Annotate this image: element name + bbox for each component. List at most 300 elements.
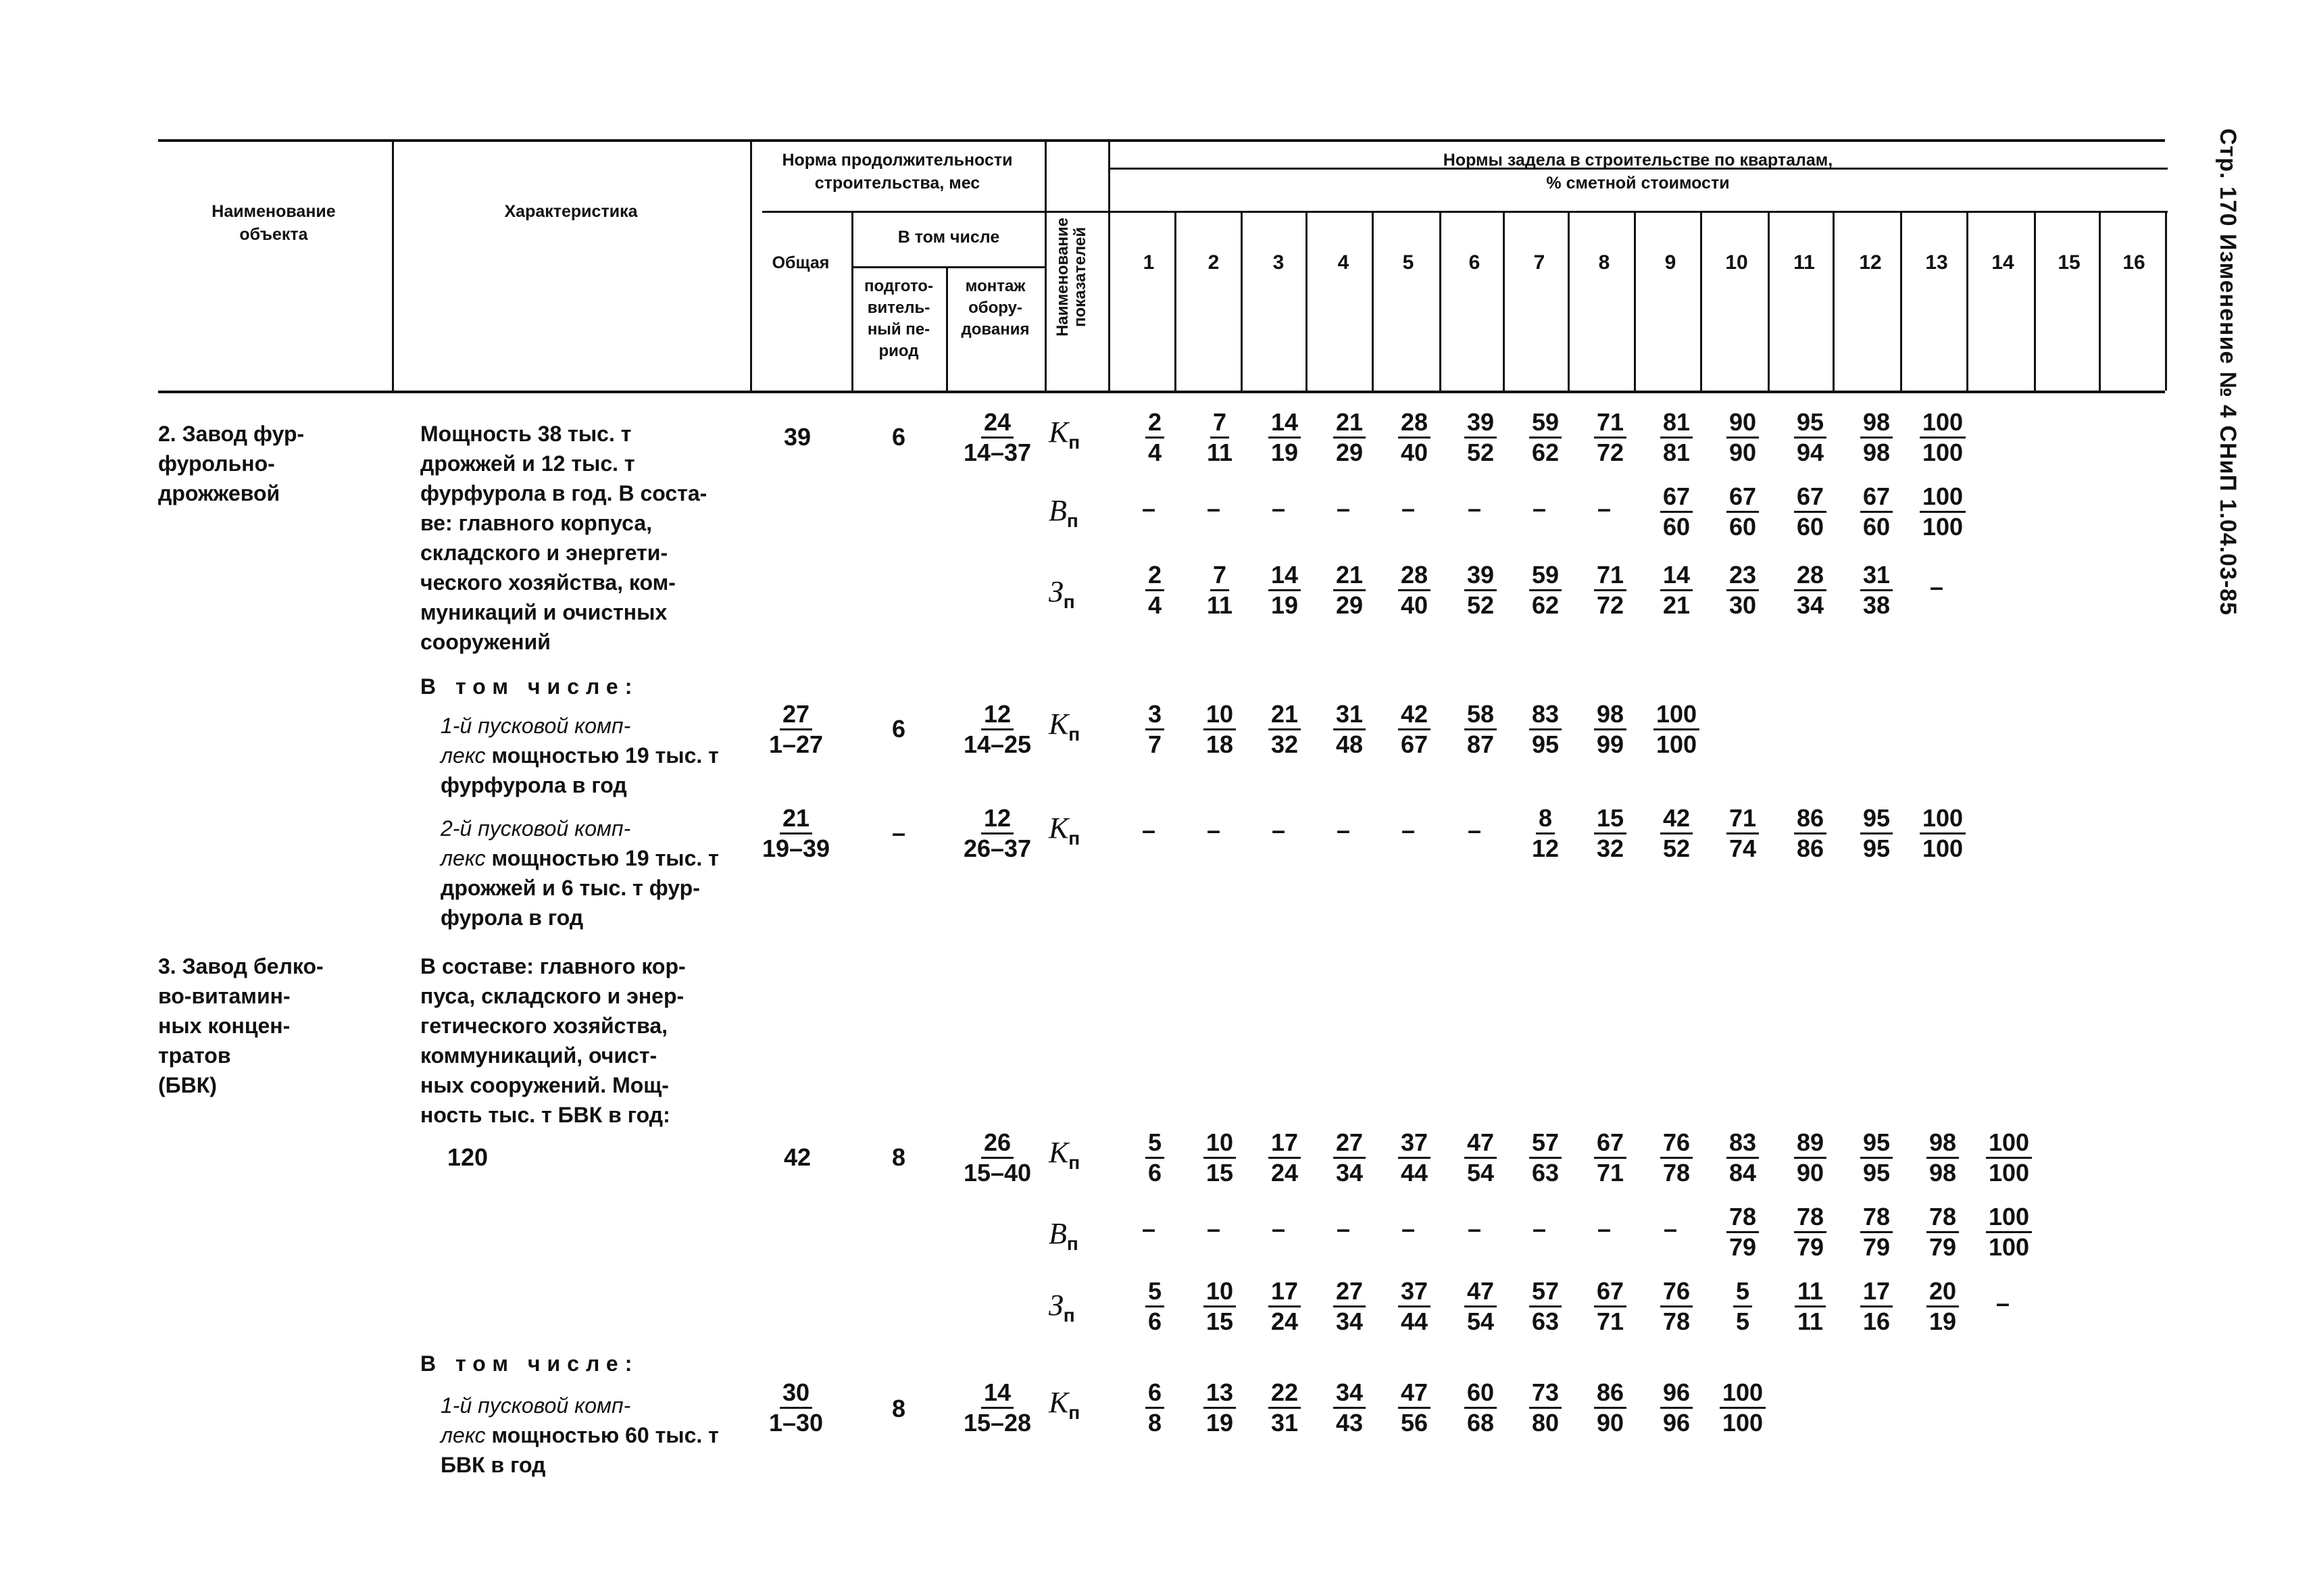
header-including: В том числе <box>897 228 1000 247</box>
object-2-B-q7: – <box>1532 495 1547 522</box>
object-3-prep: 8 <box>891 1143 906 1171</box>
object-2-Z-q9 <box>1646 561 1707 620</box>
header-characteristic: Характеристика <box>504 202 638 221</box>
object-2-K-q13 <box>1912 408 1973 467</box>
object-2-K-q7-denominator: 62 <box>1531 439 1560 466</box>
object-3-Z-q10-denominator: 5 <box>1735 1307 1750 1335</box>
object-3-complex-1-K-q8 <box>1580 1378 1641 1437</box>
object-3-K-q1-denominator: 6 <box>1147 1159 1162 1187</box>
object-2-complex-1-K-q4-numerator: 31 <box>1333 700 1366 730</box>
object-3-complex-1-K-q10-denominator: 100 <box>1722 1409 1764 1437</box>
object-3-complex-1-K-q2 <box>1189 1378 1250 1437</box>
object-3-complex-1-K-q3 <box>1254 1378 1315 1437</box>
object-2-complex-1-K-q8 <box>1580 700 1641 759</box>
header-equipment-install: монтаж обору- дования <box>961 277 1030 339</box>
object-2-B-q13-numerator: 100 <box>1920 482 1966 513</box>
object-2-K-q6-numerator: 39 <box>1464 408 1497 439</box>
object-3-Z-q7-denominator: 63 <box>1531 1307 1560 1335</box>
object-3-complex-1-K-q1-numerator: 6 <box>1145 1378 1164 1409</box>
object-3-K-q4 <box>1319 1128 1380 1187</box>
object-3-complex-1-K-q7-numerator: 73 <box>1529 1378 1562 1409</box>
object-2-B-q6: – <box>1467 495 1482 522</box>
quarter-header-3: 3 <box>1272 251 1285 274</box>
object-3-B-q14-denominator: 100 <box>1988 1233 2030 1261</box>
indicator-K: $К_п$ <box>1049 812 1080 849</box>
object-2-including: В том числе: <box>420 674 639 699</box>
quarter-header-16: 16 <box>2122 251 2145 274</box>
object-3-B-q4: – <box>1336 1215 1351 1243</box>
object-2-K-q1-denominator: 4 <box>1147 439 1162 466</box>
object-3-K-q4-denominator: 34 <box>1335 1159 1364 1187</box>
object-3-K-q5 <box>1384 1128 1445 1187</box>
object-2-B-q2: – <box>1206 495 1221 522</box>
object-3-K-q11 <box>1780 1128 1841 1187</box>
indicator-K: $К_п$ <box>1049 1386 1080 1423</box>
object-3-Z-q4-denominator: 34 <box>1335 1307 1364 1335</box>
object-2-complex-2-K-q9 <box>1646 804 1707 863</box>
object-2-K-q6-denominator: 52 <box>1466 439 1495 466</box>
object-3-K-q3 <box>1254 1128 1315 1187</box>
object-3-Z-q13 <box>1912 1277 1973 1336</box>
quarter-column-divider <box>1439 211 1441 391</box>
quarter-column-divider <box>1833 211 1835 391</box>
object-3-K-q10-denominator: 84 <box>1728 1159 1757 1187</box>
object-3-Z-q3 <box>1254 1277 1315 1336</box>
object-3-B-q10-numerator: 78 <box>1726 1203 1759 1233</box>
object-2-B-q13-denominator: 100 <box>1922 513 1964 541</box>
quarter-column-divider <box>1568 211 1570 391</box>
object-2-complex-1-K-q9 <box>1646 700 1707 759</box>
object-3-K-q8-denominator: 71 <box>1596 1159 1624 1187</box>
object-2-Z-q1-numerator: 2 <box>1145 561 1164 591</box>
object-2-complex-2-install <box>950 804 1045 863</box>
quarter-header-10: 10 <box>1725 251 1748 274</box>
quarter-column-divider <box>1503 211 1505 391</box>
object-2-Z-q4-numerator: 21 <box>1333 561 1366 591</box>
object-3-B-q12-denominator: 79 <box>1862 1233 1891 1261</box>
object-2-K-q12 <box>1846 408 1907 467</box>
object-2-K-q1 <box>1124 408 1185 467</box>
object-3-K-q2-denominator: 15 <box>1205 1159 1234 1187</box>
object-3-Z-q9 <box>1646 1277 1707 1336</box>
quarter-header-4: 4 <box>1337 251 1349 274</box>
object-3-complex-1-K-q10 <box>1712 1378 1773 1437</box>
object-2-B-q11-numerator: 67 <box>1794 482 1826 513</box>
quarter-header-8: 8 <box>1598 251 1610 274</box>
object-2-K-q9-numerator: 81 <box>1660 408 1693 439</box>
object-2-Z-q1 <box>1124 561 1185 620</box>
object-2-B-q11-denominator: 60 <box>1796 513 1824 541</box>
object-3-K-q9-numerator: 76 <box>1660 1128 1693 1159</box>
object-2-complex-1-K-q6-numerator: 58 <box>1464 700 1497 730</box>
object-2-B-q9-denominator: 60 <box>1662 513 1691 541</box>
object-2-Z-q5 <box>1384 561 1445 620</box>
object-3-B-q14 <box>1978 1203 2039 1262</box>
object-3-Z-q8 <box>1580 1277 1641 1336</box>
object-2-B-q12-numerator: 67 <box>1860 482 1893 513</box>
object-3-Z-q6-denominator: 54 <box>1466 1307 1495 1335</box>
object-3-K-q9-denominator: 78 <box>1662 1159 1691 1187</box>
object-3-complex-1-K-q10-numerator: 100 <box>1720 1378 1766 1409</box>
quarter-header-11: 11 <box>1793 251 1815 274</box>
object-3-install-denominator: 15–40 <box>963 1159 1032 1187</box>
object-3-B-q13 <box>1912 1203 1973 1262</box>
object-2-K-q5-numerator: 28 <box>1398 408 1430 439</box>
object-2-complex-1: 1-й пусковой комп- лекс мощностью 19 тыс. т фурфурола в год <box>441 714 719 797</box>
object-2-name: 2. Завод фур- фурольно- дрожжевой <box>158 422 305 505</box>
object-2-K-q2-denominator: 11 <box>1206 439 1233 466</box>
object-3-Z-q12 <box>1846 1277 1907 1336</box>
object-2-B-q9-numerator: 67 <box>1660 482 1693 513</box>
object-3-B-q6: – <box>1467 1215 1482 1243</box>
quarter-column-divider <box>1966 211 1968 391</box>
object-3-K-q6-denominator: 54 <box>1466 1159 1495 1187</box>
object-2-B-q9 <box>1646 482 1707 541</box>
object-3-K-q14-denominator: 100 <box>1988 1159 2030 1187</box>
object-2-K-q12-numerator: 98 <box>1860 408 1893 439</box>
object-3-complex-1: 1-й пусковой комп- лекс мощностью 60 тыс. т БВК в год <box>441 1393 719 1477</box>
object-3-Z-q6-numerator: 47 <box>1464 1277 1497 1307</box>
object-3-B-q11-denominator: 79 <box>1796 1233 1824 1261</box>
object-2-complex-1-K-q8-numerator: 98 <box>1594 700 1626 730</box>
quarter-column-divider <box>2165 211 2167 391</box>
object-2-K-q6 <box>1450 408 1511 467</box>
object-3-Z-q2 <box>1189 1277 1250 1336</box>
quarter-header-9: 9 <box>1664 251 1676 274</box>
object-3-complex-1-K-q7 <box>1515 1378 1576 1437</box>
object-2-complex-2-K-q3: – <box>1271 816 1286 844</box>
object-2-Z-q7 <box>1515 561 1576 620</box>
object-2-complex-1-K-q1 <box>1124 700 1185 759</box>
object-3-complex-1-install-denominator: 15–28 <box>963 1409 1032 1437</box>
object-3-Z-q8-denominator: 71 <box>1596 1307 1624 1335</box>
object-3-complex-1-install-numerator: 14 <box>981 1378 1014 1409</box>
indicator-Z: $З_п$ <box>1049 1289 1075 1326</box>
object-3-B-q10-denominator: 79 <box>1728 1233 1757 1261</box>
object-3-name: 3. Завод белко- во-витамин- ных концен- тратов (БВК) <box>158 954 324 1097</box>
object-2-complex-1-K-q9-numerator: 100 <box>1653 700 1699 730</box>
object-2-K-q1-numerator: 2 <box>1145 408 1164 439</box>
object-3-complex-1-K-q1 <box>1124 1378 1185 1437</box>
indicator-K: $К_п$ <box>1049 707 1080 745</box>
object-2-B-q12-denominator: 60 <box>1862 513 1891 541</box>
object-2-B-q10 <box>1712 482 1773 541</box>
object-2-K-q3-denominator: 19 <box>1270 439 1299 466</box>
object-3-K-q1 <box>1124 1128 1185 1187</box>
object-2-complex-2-prep: – <box>891 819 906 847</box>
object-2-B-q10-denominator: 60 <box>1728 513 1757 541</box>
object-3-K-q5-denominator: 44 <box>1400 1159 1428 1187</box>
object-3-Z-q13-numerator: 20 <box>1926 1277 1959 1307</box>
indicator-B: $В_п$ <box>1049 494 1078 531</box>
object-3-complex-1-total <box>749 1378 843 1437</box>
object-2-Z-q8 <box>1580 561 1641 620</box>
object-2-complex-1-total-numerator: 27 <box>780 700 812 730</box>
object-2-Z-q9-numerator: 14 <box>1660 561 1693 591</box>
object-2-Z-q7-denominator: 62 <box>1531 591 1560 619</box>
header-duration-norm: Норма продолжительности строительства, мес <box>782 151 1013 193</box>
object-2-complex-2-K-q9-denominator: 52 <box>1662 834 1691 862</box>
object-3-Z-q5-denominator: 44 <box>1400 1307 1428 1335</box>
object-2-Z-q10-denominator: 30 <box>1728 591 1757 619</box>
object-2-K-q7-numerator: 59 <box>1529 408 1562 439</box>
object-3-K-q7 <box>1515 1128 1576 1187</box>
object-2-complex-1-K-q7-numerator: 83 <box>1529 700 1562 730</box>
object-3-K-q11-numerator: 89 <box>1794 1128 1826 1159</box>
object-3-Z-q9-denominator: 78 <box>1662 1307 1691 1335</box>
object-2-K-q10 <box>1712 408 1773 467</box>
object-2-K-q4-denominator: 29 <box>1335 439 1364 466</box>
object-2-complex-2-K-q12-numerator: 95 <box>1860 804 1893 834</box>
object-2-complex-2-K-q11-numerator: 86 <box>1794 804 1826 834</box>
object-3-Z-q4-numerator: 27 <box>1333 1277 1366 1307</box>
object-3-K-q12-numerator: 95 <box>1860 1128 1893 1159</box>
object-3-K-q14 <box>1978 1128 2039 1187</box>
object-2-complex-1-install <box>950 700 1045 759</box>
object-3-Z-q11-numerator: 11 <box>1795 1277 1826 1307</box>
object-2-K-q3-numerator: 14 <box>1268 408 1301 439</box>
object-2-complex-1-K-q5 <box>1384 700 1445 759</box>
object-3-K-q9 <box>1646 1128 1707 1187</box>
object-2-K-q12-denominator: 98 <box>1862 439 1891 466</box>
object-2-K-q10-numerator: 90 <box>1726 408 1759 439</box>
object-2-complex-2: 2-й пусковой комп- лекс мощностью 19 тыс. т дрожжей и 6 тыс. т фур- фурола в год <box>441 816 719 930</box>
object-2-K-q8-numerator: 71 <box>1594 408 1626 439</box>
quarter-column-divider <box>1634 211 1636 391</box>
object-3-complex-1-K-q7-denominator: 80 <box>1531 1409 1560 1437</box>
object-2-complex-2-K-q11 <box>1780 804 1841 863</box>
object-2-complex-2-K-q5: – <box>1401 816 1416 844</box>
object-3-complex-1-K-q8-numerator: 86 <box>1594 1378 1626 1409</box>
object-2-complex-2-K-q7-numerator: 8 <box>1536 804 1555 834</box>
quarter-header-12: 12 <box>1859 251 1882 274</box>
object-3-K-q6 <box>1450 1128 1511 1187</box>
object-3-K-q10-numerator: 83 <box>1726 1128 1759 1159</box>
object-3-K-q3-denominator: 24 <box>1270 1159 1299 1187</box>
object-2-K-q2-numerator: 7 <box>1210 408 1229 439</box>
object-3-complex-1-K-q6-numerator: 60 <box>1464 1378 1497 1409</box>
object-3-Z-q1 <box>1124 1277 1185 1336</box>
object-2-complex-1-K-q1-numerator: 3 <box>1145 700 1164 730</box>
header-object-name: Наименование объекта <box>211 202 336 244</box>
object-3-Z-q10 <box>1712 1277 1773 1336</box>
object-2-install-denominator: 14–37 <box>963 439 1032 466</box>
quarter-header-1: 1 <box>1143 251 1155 274</box>
quarter-header-5: 5 <box>1402 251 1414 274</box>
object-3-K-q7-denominator: 63 <box>1531 1159 1560 1187</box>
object-2-B-q8: – <box>1597 495 1612 522</box>
object-3-including: В том числе: <box>420 1351 639 1376</box>
object-2-complex-2-K-q2: – <box>1206 816 1221 844</box>
object-3-complex-1-K-q6-denominator: 68 <box>1466 1409 1495 1437</box>
object-3-complex-1-K-q4-denominator: 43 <box>1335 1409 1364 1437</box>
object-3-Z-q10-numerator: 5 <box>1733 1277 1752 1307</box>
object-2-K-q11 <box>1780 408 1841 467</box>
object-3-K-q6-numerator: 47 <box>1464 1128 1497 1159</box>
object-2-Z-q11 <box>1780 561 1841 620</box>
object-3-capacity: 120 <box>447 1143 489 1171</box>
object-2-complex-1-K-q5-numerator: 42 <box>1398 700 1430 730</box>
quarter-column-divider <box>1305 211 1308 391</box>
object-3-B-q8: – <box>1597 1215 1612 1243</box>
object-2-K-q10-denominator: 90 <box>1728 439 1757 466</box>
object-2-B-q10-numerator: 67 <box>1726 482 1759 513</box>
object-2-complex-1-K-q4 <box>1319 700 1380 759</box>
object-3-K-q2-numerator: 10 <box>1203 1128 1236 1159</box>
object-2-complex-2-K-q7 <box>1515 804 1576 863</box>
object-2-complex-2-K-q10-denominator: 74 <box>1728 834 1757 862</box>
object-3-B-q13-numerator: 78 <box>1926 1203 1959 1233</box>
object-2-Z-q5-numerator: 28 <box>1398 561 1430 591</box>
object-3-complex-1-K-q1-denominator: 8 <box>1147 1409 1162 1437</box>
object-2-Z-q6-denominator: 52 <box>1466 591 1495 619</box>
object-3-K-q13-denominator: 98 <box>1928 1159 1957 1187</box>
object-2-Z-q2-denominator: 11 <box>1206 591 1233 619</box>
object-3-K-q10 <box>1712 1128 1773 1187</box>
object-2-Z-q8-denominator: 72 <box>1596 591 1624 619</box>
object-3-K-q13-numerator: 98 <box>1926 1128 1959 1159</box>
object-3-B-q13-denominator: 79 <box>1928 1233 1957 1261</box>
object-3-Z-q4 <box>1319 1277 1380 1336</box>
object-2-complex-1-K-q4-denominator: 48 <box>1335 730 1364 758</box>
object-3-complex-1-K-q4 <box>1319 1378 1380 1437</box>
object-2-B-q3: – <box>1271 495 1286 522</box>
object-2-Z-q6 <box>1450 561 1511 620</box>
object-2-K-q9 <box>1646 408 1707 467</box>
object-3-K-q13 <box>1912 1128 1973 1187</box>
object-2-B-q4: – <box>1336 495 1351 522</box>
object-2-complex-1-K-q3-numerator: 21 <box>1268 700 1301 730</box>
object-2-K-q13-denominator: 100 <box>1922 439 1964 466</box>
object-3-Z-q5-numerator: 37 <box>1398 1277 1430 1307</box>
object-3-B-q1: – <box>1141 1215 1156 1243</box>
object-2-B-q12 <box>1846 482 1907 541</box>
object-2-K-q13-numerator: 100 <box>1920 408 1966 439</box>
object-3-Z-q8-numerator: 67 <box>1594 1277 1626 1307</box>
object-2-K-q8 <box>1580 408 1641 467</box>
header-indicator-name: Наименование показателей <box>1053 217 1089 337</box>
object-3-Z-q5 <box>1384 1277 1445 1336</box>
object-2-complex-1-K-q2-numerator: 10 <box>1203 700 1236 730</box>
object-2-complex-2-K-q8-numerator: 15 <box>1594 804 1626 834</box>
object-3-complex-1-K-q5-numerator: 47 <box>1398 1378 1430 1409</box>
object-2-complex-2-K-q11-denominator: 86 <box>1796 834 1824 862</box>
object-2-complex-2-total-denominator: 19–39 <box>762 834 830 862</box>
object-2-Z-q12-denominator: 38 <box>1862 591 1891 619</box>
object-2-complex-1-total <box>749 700 843 759</box>
object-2-K-q2 <box>1189 408 1250 467</box>
object-3-B-q11-numerator: 78 <box>1794 1203 1826 1233</box>
quarter-header-7: 7 <box>1533 251 1545 274</box>
quarter-column-divider <box>1372 211 1374 391</box>
object-2-K-q11-numerator: 95 <box>1794 408 1826 439</box>
object-2-Z-q3-denominator: 19 <box>1270 591 1299 619</box>
quarter-column-divider <box>1900 211 1902 391</box>
object-2-complex-2-K-q10-numerator: 71 <box>1726 804 1759 834</box>
object-2-complex-2-K-q1: – <box>1141 816 1156 844</box>
object-3-Z-q3-numerator: 17 <box>1268 1277 1301 1307</box>
object-2-complex-2-K-q7-denominator: 12 <box>1531 834 1560 862</box>
object-2-complex-2-total <box>749 804 843 863</box>
object-3-B-q12 <box>1846 1203 1907 1262</box>
object-2-Z-q12-numerator: 31 <box>1860 561 1893 591</box>
object-3-Z-q14: – <box>1995 1289 2010 1317</box>
object-3-complex-1-K-q3-denominator: 31 <box>1270 1409 1299 1437</box>
object-2-K-q5 <box>1384 408 1445 467</box>
object-2-complex-2-K-q12-denominator: 95 <box>1862 834 1891 862</box>
object-2-Z-q2-numerator: 7 <box>1210 561 1229 591</box>
quarter-header-15: 15 <box>2058 251 2081 274</box>
object-2-complex-1-install-denominator: 14–25 <box>963 730 1032 758</box>
quarter-header-14: 14 <box>1991 251 2014 274</box>
object-3-characteristic: В составе: главного кор- пуса, складского и энер- гетического хозяйства, коммуникаций, очист- ных сооружений. Мощ- ность тыс. т БВК в год: <box>420 954 686 1127</box>
object-2-Z-q10 <box>1712 561 1773 620</box>
object-2-complex-1-K-q3 <box>1254 700 1315 759</box>
object-3-K-q12-denominator: 95 <box>1862 1159 1891 1187</box>
object-2-K-q4 <box>1319 408 1380 467</box>
object-2-prep: 6 <box>891 423 906 451</box>
object-2-Z-q1-denominator: 4 <box>1147 591 1162 619</box>
object-2-complex-1-K-q9-denominator: 100 <box>1656 730 1697 758</box>
object-3-complex-1-prep: 8 <box>891 1395 906 1422</box>
object-2-complex-1-install-numerator: 12 <box>981 700 1014 730</box>
object-3-complex-1-K-q4-numerator: 34 <box>1333 1378 1366 1409</box>
object-3-B-q3: – <box>1271 1215 1286 1243</box>
object-2-complex-1-K-q1-denominator: 7 <box>1147 730 1162 758</box>
indicator-K: $К_п$ <box>1049 1136 1080 1173</box>
object-2-Z-q9-denominator: 21 <box>1662 591 1691 619</box>
object-2-complex-2-K-q9-numerator: 42 <box>1660 804 1693 834</box>
object-3-K-q5-numerator: 37 <box>1398 1128 1430 1159</box>
object-2-install-numerator: 24 <box>981 408 1014 439</box>
object-3-Z-q1-numerator: 5 <box>1145 1277 1164 1307</box>
object-2-install <box>950 408 1045 467</box>
object-2-K-q11-denominator: 94 <box>1796 439 1824 466</box>
object-3-Z-q7 <box>1515 1277 1576 1336</box>
object-3-Z-q2-numerator: 10 <box>1203 1277 1236 1307</box>
object-3-Z-q12-denominator: 16 <box>1862 1307 1891 1335</box>
object-3-Z-q2-denominator: 15 <box>1205 1307 1234 1335</box>
object-2-complex-2-K-q8-denominator: 32 <box>1596 834 1624 862</box>
object-2-Z-q11-denominator: 34 <box>1796 591 1824 619</box>
object-3-complex-1-K-q8-denominator: 90 <box>1596 1409 1624 1437</box>
object-2-Z-q5-denominator: 40 <box>1400 591 1428 619</box>
quarter-column-divider <box>2099 211 2101 391</box>
header-total: Общая <box>772 253 830 272</box>
object-2-complex-1-K-q6 <box>1450 700 1511 759</box>
quarter-column-divider <box>1700 211 1702 391</box>
object-3-K-q14-numerator: 100 <box>1986 1128 2032 1159</box>
object-3-K-q8-numerator: 67 <box>1594 1128 1626 1159</box>
object-3-B-q10 <box>1712 1203 1773 1262</box>
object-2-K-q9-denominator: 81 <box>1662 439 1691 466</box>
object-2-Z-q2 <box>1189 561 1250 620</box>
object-2-Z-q13: – <box>1929 573 1944 601</box>
object-3-B-q11 <box>1780 1203 1841 1262</box>
object-2-K-q5-denominator: 40 <box>1400 439 1428 466</box>
quarter-column-divider <box>1768 211 1770 391</box>
object-3-Z-q7-numerator: 57 <box>1529 1277 1562 1307</box>
object-2-complex-2-K-q13 <box>1912 804 1973 863</box>
object-2-complex-2-install-denominator: 26–37 <box>963 834 1032 862</box>
indicator-Z: $З_п$ <box>1049 575 1075 612</box>
object-2-K-q7 <box>1515 408 1576 467</box>
object-2-complex-2-K-q10 <box>1712 804 1773 863</box>
object-2-characteristic: Мощность 38 тыс. т дрожжей и 12 тыс. т фурфурола в год. В соста- ве: главного корпуса, складского и энергети- ческого хозяйства, ком- муникаций и очистных сооружений <box>420 422 707 654</box>
object-3-K-q4-numerator: 27 <box>1333 1128 1366 1159</box>
object-2-total: 39 <box>783 423 812 451</box>
object-3-Z-q3-denominator: 24 <box>1270 1307 1299 1335</box>
